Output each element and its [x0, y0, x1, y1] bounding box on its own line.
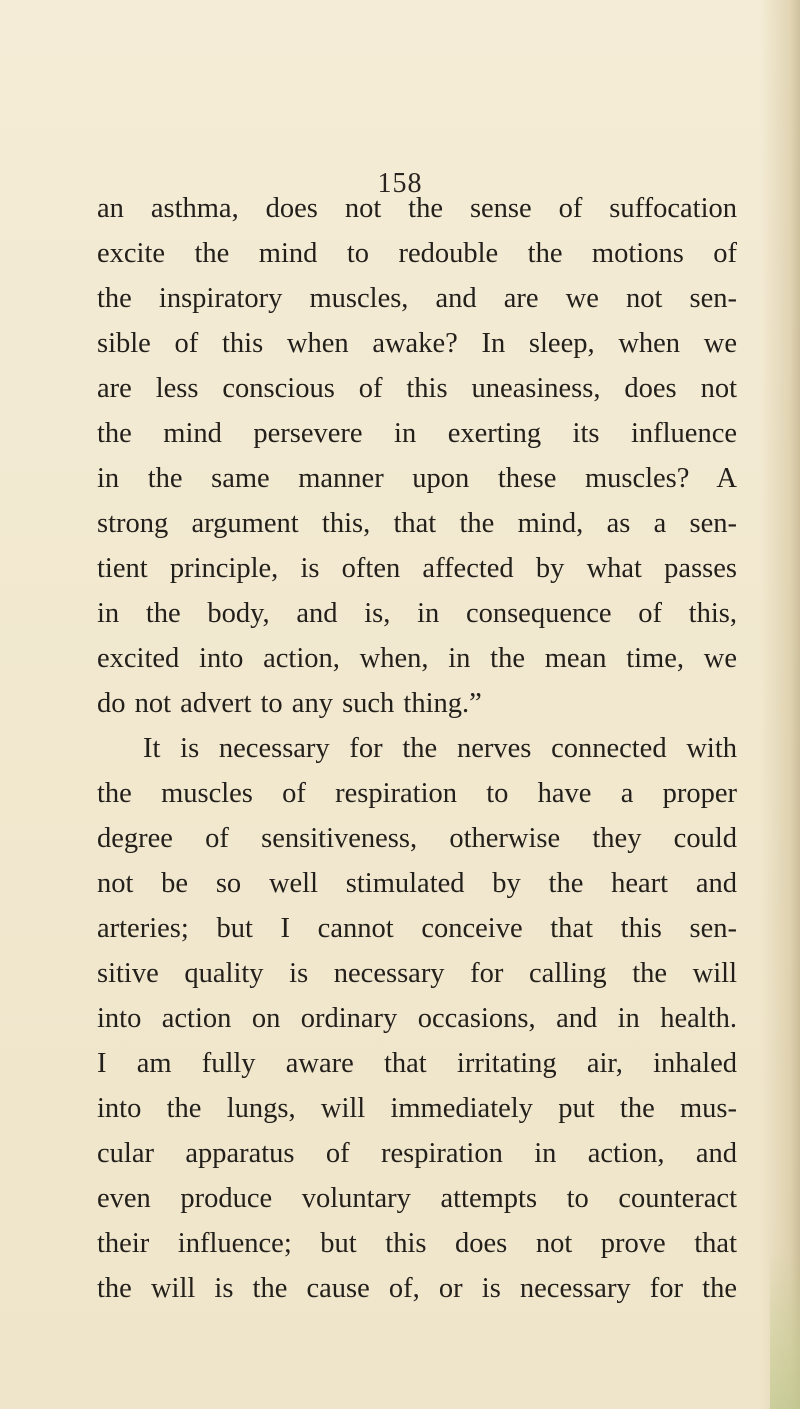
text-line: the will is the cause of, or is necessary for the — [97, 1273, 737, 1304]
body-text — [97, 186, 737, 1311]
text-line: sible of this when awake? In sleep, when we — [97, 328, 737, 359]
text-line: not be so well stimulated by the heart and — [97, 868, 737, 899]
text-line: are less conscious of this uneasiness, does not — [97, 373, 737, 404]
text-line: the inspiratory muscles, and are we not sen- — [97, 283, 737, 314]
text-line: cular apparatus of respiration in action, and — [97, 1138, 737, 1169]
text-line: into the lungs, will immediately put the mus- — [97, 1093, 737, 1124]
text-line-paragraph-end: do not advert to any such thing.” — [97, 688, 482, 719]
text-line: the muscles of respiration to have a proper — [97, 778, 737, 809]
text-line: the mind persevere in exerting its influence — [97, 418, 737, 449]
text-line: excited into action, when, in the mean time, we — [97, 643, 737, 674]
text-line: arteries; but I cannot conceive that this sen- — [97, 913, 737, 944]
text-line: sitive quality is necessary for calling the will — [97, 958, 737, 989]
text-line: tient principle, is often affected by what passes — [97, 553, 737, 584]
text-line: degree of sensitiveness, otherwise they could — [97, 823, 737, 854]
text-line-paragraph-start: It is necessary for the nerves connected with — [143, 733, 737, 764]
text-line: in the same manner upon these muscles? A — [97, 463, 737, 494]
text-line: excite the mind to redouble the motions of — [97, 238, 737, 269]
page-number: 158 — [377, 168, 423, 199]
text-line: their influence; but this does not prove that — [97, 1228, 737, 1259]
text-line: strong argument this, that the mind, as a sen- — [97, 508, 737, 539]
page-edge-stain — [770, 1250, 800, 1409]
text-line: in the body, and is, in consequence of this, — [97, 598, 737, 629]
text-line: even produce voluntary attempts to counteract — [97, 1183, 737, 1214]
text-line: I am fully aware that irritating air, inhaled — [97, 1048, 737, 1079]
text-line: an asthma, does not the sense of suffocation — [97, 193, 737, 224]
text-line: into action on ordinary occasions, and in health. — [97, 1003, 737, 1034]
